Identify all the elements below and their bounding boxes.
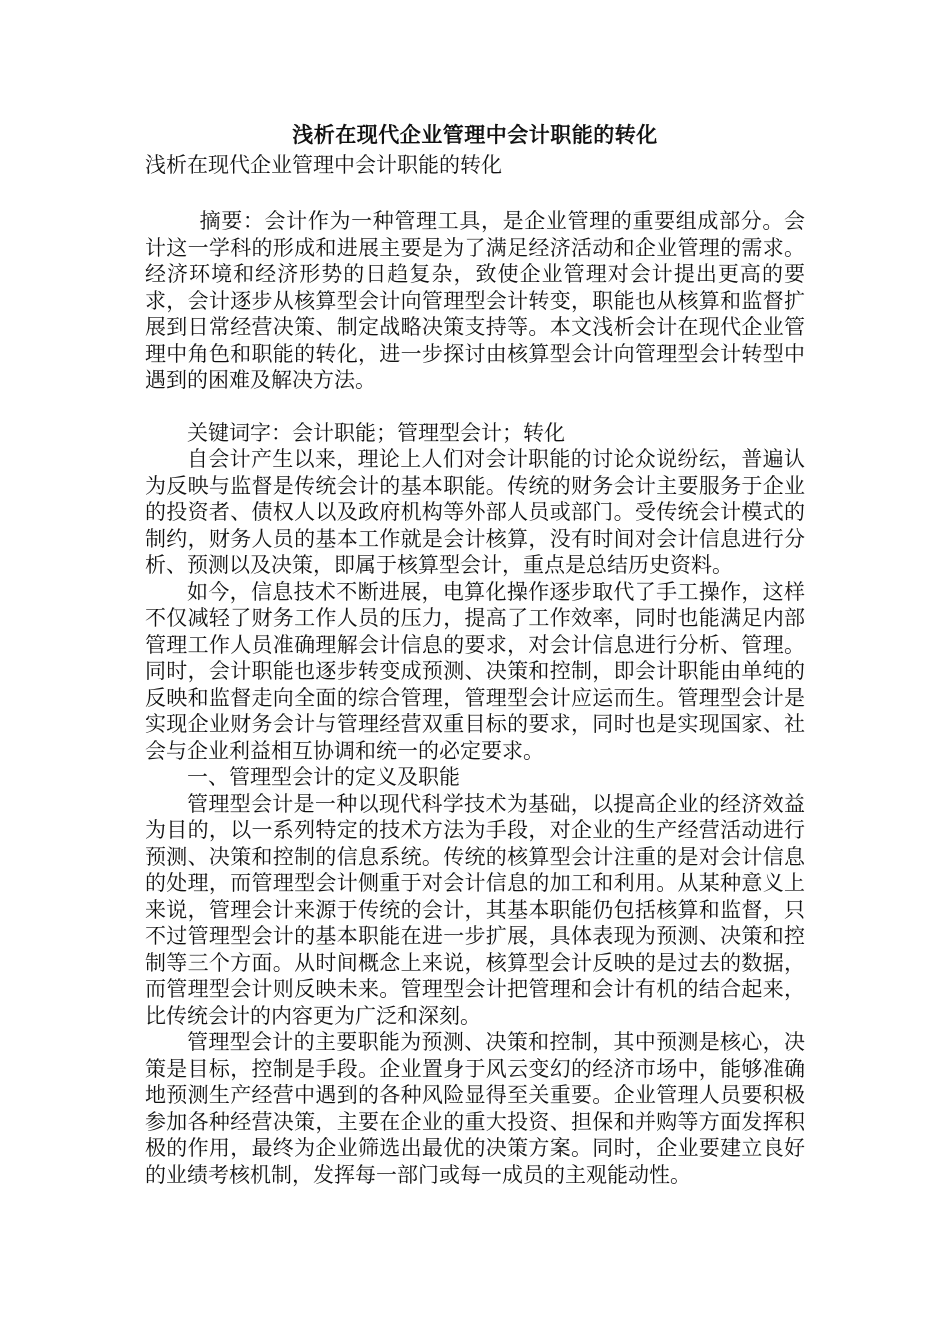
keywords-line: 关键词字：会计职能；管理型会计；转化 (187, 420, 565, 445)
body-paragraph: 管理型会计是一种以现代科学技术为基础，以提高企业的经济效益为目的，以一系列特定的技术方法为手段，对企业的生产经营活动进行预测、决策和控制的信息系统。传统的核算型会计注重的是对会计信息的处理，而管理型会计侧重于对会计信息的加工和利用。从某种意义上来说，管理会计来源于传统的会计，其基本职能仍包括核算和监督，只不过管理型会计的基本职能在进一步扩展，具体表现为预测、决策和控制等三个方面。从时间概念上来说，核算型会计反映的是过去的数据，而管理型会计则反映未来。管理型会计把管理和会计有机的结合起来，比传统会计的内容更为广泛和深刻。 (145, 791, 805, 1028)
body-paragraph: 如今，信息技术不断进展，电算化操作逐步取代了手工操作，这样不仅减轻了财务工作人员的压力，提高了工作效率，同时也能满足内部管理工作人员准确理解会计信息的要求，对会计信息进行分析、管理。同时，会计职能也逐步转变成预测、决策和控制，即会计职能由单纯的反映和监督走向全面的综合管理，管理型会计应运而生。管理型会计是实现企业财务会计与管理经营双重目标的要求，同时也是实现国家、社会与企业利益相互协调和统一的必定要求。 (145, 579, 805, 763)
body-paragraph: 管理型会计的主要职能为预测、决策和控制，其中预测是核心，决策是目标，控制是手段。企业置身于风云变幻的经济市场中，能够准确地预测生产经营中遇到的各种风险显得至关重要。企业管理人员要积极参加各种经营决策，主要在企业的重大投资、担保和并购等方面发挥积极的作用，最终为企业筛选出最优的决策方案。同时，企业要建立良好的业绩考核机制，发挥每一部门或每一成员的主观能动性。 (145, 1030, 805, 1187)
document-title: 浅析在现代企业管理中会计职能的转化 (292, 123, 658, 147)
abstract-paragraph: 摘要：会计作为一种管理工具，是企业管理的重要组成部分。会计这一学科的形成和进展主要是为了满足经济活动和企业管理的需求。经济环境和经济形势的日趋复杂，致使企业管理对会计提出更高的要求，会计逐步从核算型会计向管理型会计转变，职能也从核算和监督扩展到日常经营决策、制定战略决策支持等。本文浅析会计在现代企业管理中角色和职能的转化，进一步探讨由核算型会计向管理型会计转型中遇到的困难及解决方法。 (145, 209, 805, 392)
body-paragraph: 自会计产生以来，理论上人们对会计职能的讨论众说纷纭，普遍认为反映与监督是传统会计的基本职能。传统的财务会计主要服务于企业的投资者、债权人以及政府机构等外部人员或部门。受传统会计模式的制约，财务人员的基本工作就是会计核算，没有时间对会计信息进行分析、预测以及决策，即属于核算型会计，重点是总结历史资料。 (145, 447, 805, 577)
document-body (145, 120, 805, 1188)
document-subtitle: 浅析在现代企业管理中会计职能的转化 (145, 153, 502, 177)
section-heading: 一、管理型会计的定义及职能 (187, 765, 460, 789)
